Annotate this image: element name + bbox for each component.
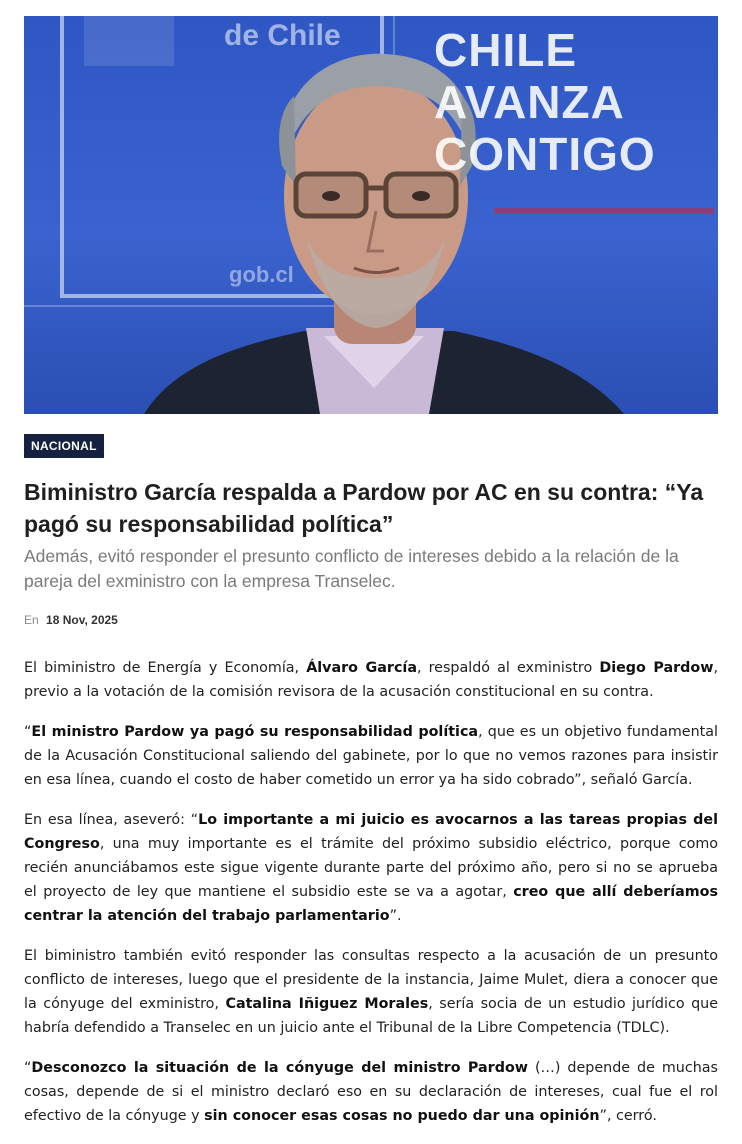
text-run: El biministro de Energía y Economía, bbox=[24, 660, 307, 676]
text-run: , que es un objetivo fundamental de la Acusación Constitucional saliendo del gabinete, por lo que no vemos razones para insistir en esa línea, cuando el costo de haber cometido un error ya ha sido cobrado”, señaló García. bbox=[24, 724, 719, 788]
bold-text: Lo importante a mi juicio es avocarnos a las tareas propias del Congreso bbox=[24, 812, 718, 852]
text-run: , una muy importante es el trámite del próximo subsidio eléctrico, porque como recién anunciábamos este sigue vigente durante parte del próximo año, pero si no se aprueba el proyecto de ley que mantiene el subsidio este se va a agotar, bbox=[24, 836, 718, 900]
text-run: En esa línea, aseveró: “ bbox=[24, 812, 199, 828]
text-run: , sería socia de un estudio jurídico que habría defendido a Transelec en un juicio ante el Tribunal de la Libre Competencia (TDLC). bbox=[24, 996, 719, 1036]
text-run: El biministro también evitó responder las consultas respecto a la acusación de un presunto conflicto de intereses, luego que el presidente de la instancia, Jaime Mulet, diera a conocer que la cónyuge del exministro, bbox=[24, 948, 718, 1012]
text-run: ”, cerró. bbox=[599, 1108, 657, 1124]
bold-text: El ministro Pardow ya pagó su responsabilidad política bbox=[31, 724, 479, 740]
text-run: “ bbox=[24, 724, 32, 740]
body-paragraph bbox=[24, 720, 718, 792]
bold-text: Desconozco la situación de la cónyuge del ministro Pardow bbox=[31, 1060, 528, 1076]
article-subtitle: Además, evitó responder el presunto conflicto de intereses debido a la relación de la pareja del exministro con la empresa Transelec. bbox=[24, 546, 679, 591]
article-title: Biministro García respalda a Pardow por AC en su contra: “Ya pagó su responsabilidad política” bbox=[24, 479, 704, 537]
bold-text: Álvaro García bbox=[306, 660, 417, 676]
meta-prefix: En bbox=[24, 613, 39, 627]
backdrop-line-1: CHILE bbox=[434, 24, 577, 76]
text-run: , respaldó al exministro bbox=[416, 660, 600, 676]
article-meta bbox=[24, 613, 118, 627]
backdrop-line-3: CONTIGO bbox=[434, 128, 656, 180]
body-paragraph bbox=[24, 808, 718, 928]
text-run: “ bbox=[24, 1060, 32, 1076]
backdrop-small-text: de Chile bbox=[224, 19, 341, 52]
backdrop-gob-text: gob.cl bbox=[229, 262, 294, 287]
hero-image bbox=[24, 16, 718, 414]
bold-text: Diego Pardow bbox=[599, 660, 714, 676]
bold-text: creo que allí deberíamos centrar la atención del trabajo parlamentario bbox=[24, 884, 719, 924]
category-tag[interactable]: NACIONAL bbox=[24, 434, 104, 458]
body-paragraph bbox=[24, 1056, 718, 1128]
backdrop-line-2: AVANZA bbox=[434, 76, 625, 128]
text-run: ”. bbox=[389, 908, 402, 924]
text-run: (…) depende de muchas cosas, depende de si el ministro declaró eso en su declaración de intereses, cual fue el rol efectivo de la cónyuge y bbox=[24, 1060, 718, 1124]
body-paragraph bbox=[24, 944, 718, 1040]
article-body bbox=[24, 656, 718, 1144]
bold-text: sin conocer esas cosas no puedo dar una opinión bbox=[204, 1108, 600, 1124]
publish-date[interactable]: 18 Nov, 2025 bbox=[46, 613, 118, 627]
text-run: , previo a la votación de la comisión revisora de la acusación constitucional en su contra. bbox=[24, 660, 718, 700]
bold-text: Catalina Iñiguez Morales bbox=[225, 996, 429, 1012]
body-paragraph bbox=[24, 656, 718, 704]
